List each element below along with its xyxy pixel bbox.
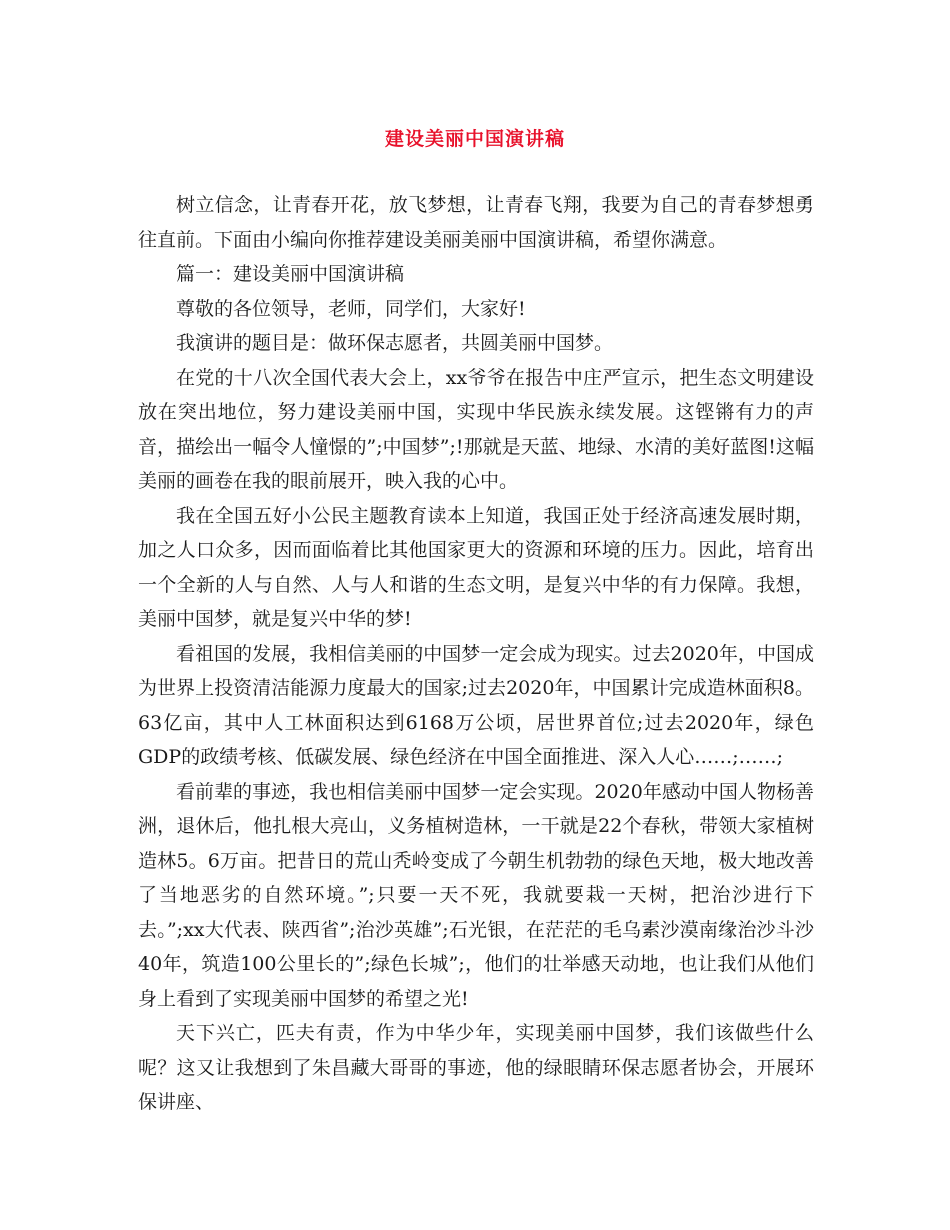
paragraph-development: 看祖国的发展，我相信美丽的中国梦一定会成为现实。过去2020年，中国成为世界上投资清洁能源力度最大的国家;过去2020年，中国累计完成造林面积8。63亿亩，其中人工林面积达到6168万公顷，居世界首位;过去2020年，绿色GDP的政绩考核、低碳发展、绿色经济在中国全面推进、深入人心……;……;	[138, 642, 814, 768]
paragraph-responsibility: 天下兴亡，匹夫有责，作为中华少年，实现美丽中国梦，我们该做些什么呢？这又让我想到了朱昌藏大哥哥的事迹，他的绿眼睛环保志愿者协会，开展环保讲座、	[138, 1022, 814, 1113]
paragraph-greeting: 尊敬的各位领导，老师，同学们，大家好!	[176, 297, 526, 320]
document-title: 建设美丽中国演讲稿	[384, 128, 565, 150]
paragraph-predecessors: 看前辈的事迹，我也相信美丽中国梦一定会实现。2020年感动中国人物杨善洲，退休后，他扎根大亮山，义务植树造林，一干就是22个春秋，带领大家植树造林5。6万亩。把昔日的荒山秃岭变成了今朝生机勃勃的绿色天地，极大地改善了当地恶劣的自然环境。”;只要一天不死，我就要栽一天树，把治沙进行下去。”;xx大代表、陕西省”;治沙英雄”;石光银，在茫茫的毛乌素沙漠南缘治沙斗沙40年，筑造100公里长的”;绿色长城”;，他们的壮举感天动地，也让我们从他们身上看到了实现美丽中国梦的希望之光!	[138, 780, 814, 1010]
paragraph-intro: 树立信念，让青春开花，放飞梦想，让青春飞翔，我要为自己的青春梦想勇往直前。下面由小编向你推荐建设美丽美丽中国演讲稿，希望你满意。	[138, 194, 814, 251]
paragraph-reader: 我在全国五好小公民主题教育读本上知道，我国正处于经济高速发展时期，加之人口众多，因而面临着比其他国家更大的资源和环境的压力。因此，培育出一个全新的人与自然、人与人和谐的生态文明，是复兴中华的有力保障。我想，美丽中国梦，就是复兴中华的梦!	[138, 504, 814, 630]
document-body	[138, 188, 814, 1120]
paragraph-topic: 我演讲的题目是：做环保志愿者，共圆美丽中国梦。	[176, 332, 614, 354]
paragraph-congress: 在党的十八次全国代表大会上，xx爷爷在报告中庄严宣示，把生态文明建设放在突出地位，努力建设美丽中国，实现中华民族永续发展。这铿锵有力的声音，描绘出一幅令人憧憬的”;中国梦”;!那就是天蓝、地绿、水清的美好蓝图!这幅美丽的画卷在我的眼前展开，映入我的心中。	[138, 366, 814, 492]
paragraph-section-heading: 篇一：建设美丽中国演讲稿	[176, 263, 405, 285]
